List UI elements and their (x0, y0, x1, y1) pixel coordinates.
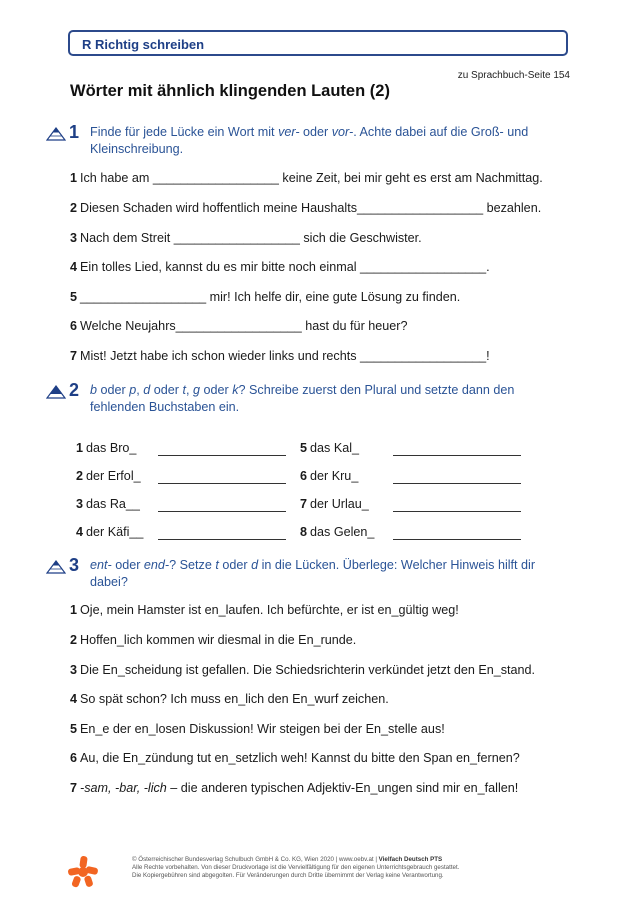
exercise-sentence: 5 En_e der en_losen Diskussion! Wir steigen bei der En_stelle aus! (70, 722, 445, 736)
word-item: 1 das Bro_ (76, 441, 137, 455)
exercise-sentence: 3 Die En_scheidung ist gefallen. Die Schiedsrichterin verkündet jetzt den En_stand. (70, 663, 536, 677)
footer-line: © Österreichischer Bundesverlag Schulbuch GmbH & Co. KG, Wien 2020 | www.oebv.at | Vielfach Deutsch PTS (132, 856, 443, 863)
word-item: 6 der Kru_ (300, 469, 359, 483)
task-number: 3 (69, 555, 80, 575)
word-item: 5 das Kal_ (300, 441, 360, 455)
answer-line[interactable] (158, 539, 286, 540)
exercise-sentence: 3 Nach dem Streit __________________ sich die Geschwister. (70, 231, 422, 245)
footer-line: Die Kopiergebühren sind abgegolten. Für Veränderungen durch Dritte übernimmt der Verlag keine Verantwortung. (132, 872, 444, 879)
word-item: 3 das Ra__ (76, 497, 140, 511)
task-instruction: b oder p, d oder t, g oder k? Schreibe zuerst den Plural und setzte dann den fehlenden Buchstaben ein. (90, 383, 515, 414)
exercise-sentence: 1 Oje, mein Hamster ist en_laufen. Ich befürchte, er ist en_gültig weg! (70, 603, 459, 617)
exercise-sentence: 6 Au, die En_zündung tut en_setzlich weh! Kannst du bitte den Span en_fernen? (70, 751, 520, 765)
section-header-box (68, 30, 568, 56)
difficulty-mountain-icon (46, 385, 66, 399)
word-item: 8 das Gelen_ (300, 525, 375, 539)
word-item: 7 der Urlau_ (300, 497, 369, 511)
exercise-sentence: 5 __________________ mir! Ich helfe dir, eine gute Lösung zu finden. (70, 290, 461, 304)
answer-line[interactable] (393, 455, 521, 456)
exercise-sentence: 4 So spät schon? Ich muss en_lich den En_wurf zeichen. (70, 692, 389, 706)
page-title: Wörter mit ähnlich klingenden Lauten (2) (70, 82, 390, 100)
answer-line[interactable] (158, 483, 286, 484)
answer-line[interactable] (393, 483, 521, 484)
exercise-sentence: 7 Mist! Jetzt habe ich schon wieder links und rechts __________________! (70, 349, 490, 363)
answer-line[interactable] (158, 455, 286, 456)
exercise-sentence: 1 Ich habe am __________________ keine Zeit, bei mir geht es erst am Nachmittag. (70, 171, 543, 185)
footer-copyright (132, 856, 552, 880)
answer-line[interactable] (393, 511, 521, 512)
exercise-sentence: 6 Welche Neujahrs__________________ hast du für heuer? (70, 319, 408, 333)
textbook-reference: zu Sprachbuch-Seite 154 (457, 70, 570, 81)
difficulty-mountain-icon (46, 560, 66, 574)
footer-line: Alle Rechte vorbehalten. Von dieser Druckvorlage ist die Vervielfältigung für den eigenen Unterrichtsgebrauch gestattet. (132, 864, 460, 871)
publisher-logo-icon (66, 854, 100, 888)
task-instruction: ent- oder end-? Setze t oder d in die Lücken. Überlege: Welcher Hinweis hilft dir dabei? (90, 558, 536, 589)
exercise-sentence: 2 Diesen Schaden wird hoffentlich meine Haushalts__________________ bezahlen. (70, 201, 542, 215)
word-item: 4 der Käfi__ (76, 525, 144, 539)
answer-line[interactable] (158, 511, 286, 512)
difficulty-mountain-icon (46, 127, 66, 141)
exercise-sentence: 7 -sam, -bar, -lich – die anderen typischen Adjektiv-En_ungen sind mir en_fallen! (70, 781, 519, 795)
task-number: 1 (69, 122, 80, 142)
exercise-sentence: 4 Ein tolles Lied, kannst du es mir bitte noch einmal __________________. (70, 260, 490, 274)
word-item: 2 der Erfol_ (76, 469, 141, 483)
exercise-sentence: 2 Hoffen_lich kommen wir diesmal in die En_runde. (70, 633, 357, 647)
answer-line[interactable] (393, 539, 521, 540)
task-instruction: Finde für jede Lücke ein Wort mit ver- oder vor-. Achte dabei auf die Groß- und Kleinschreibung. (90, 125, 529, 156)
task-number: 2 (69, 380, 80, 400)
section-header-label: R Richtig schreiben (82, 37, 205, 52)
